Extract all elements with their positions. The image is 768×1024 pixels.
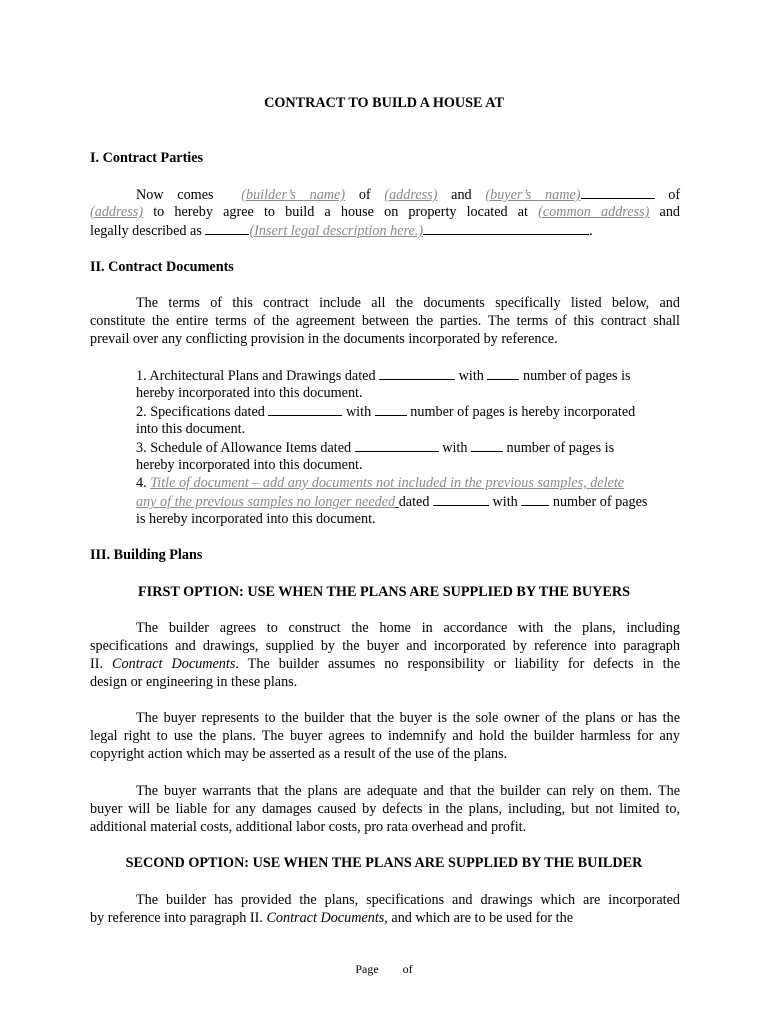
plans-p3-line-3: additional material costs, additional labor costs, pro rata overhead and profit. bbox=[90, 819, 527, 835]
footer-of-label: of bbox=[402, 962, 413, 976]
section-heading-plans: III. Building Plans bbox=[90, 547, 203, 563]
plans-p1-line-4: design or engineering in these plans. bbox=[90, 674, 298, 690]
documents-para-line-3: prevail over any conflicting provision in the documents incorporated by reference. bbox=[90, 331, 558, 347]
document-title-placeholder-cont[interactable]: any of the previous samples no longer needed bbox=[136, 494, 396, 510]
plans-p1-line-2: specifications and drawings, supplied by the buyer and incorporated by reference into paragraph bbox=[90, 638, 680, 654]
doc-item-2: 2. Specifications dated with number of pages is hereby incorporated bbox=[136, 404, 636, 420]
section-heading-documents: II. Contract Documents bbox=[90, 259, 234, 275]
plans-p1-line-3: II. Contract Documents. The builder assumes no responsibility or liability for defects in the bbox=[90, 656, 681, 672]
legal-description-placeholder[interactable]: (Insert legal description here.) bbox=[249, 223, 424, 239]
page-footer bbox=[0, 962, 768, 977]
plans-p3-line-1: The buyer warrants that the plans are adequate and that the builder can rely on them. The bbox=[136, 783, 680, 799]
second-option-heading: SECOND OPTION: USE WHEN THE PLANS ARE SUPPLIED BY THE BUILDER bbox=[125, 855, 643, 871]
doc-item-1-cont: hereby incorporated into this document. bbox=[136, 385, 363, 401]
buyer-name-placeholder[interactable]: (buyer’s name) bbox=[485, 187, 581, 203]
buyer-address-placeholder[interactable]: (address) bbox=[90, 204, 144, 220]
first-option-heading: FIRST OPTION: USE WHEN THE PLANS ARE SUPPLIED BY THE BUYERS bbox=[138, 584, 630, 600]
document-title-placeholder[interactable]: Title of document – add any documents not included in the previous samples, delete bbox=[150, 475, 625, 491]
plans-p4-line-1: The builder has provided the plans, specifications and drawings which are incorporated bbox=[136, 892, 680, 908]
doc-item-3-cont: hereby incorporated into this document. bbox=[136, 457, 363, 473]
documents-para-line-2: constitute the entire terms of the agreement between the parties. The terms of this contract shall bbox=[90, 313, 680, 329]
builder-address-placeholder[interactable]: (address) bbox=[384, 187, 438, 203]
doc-item-1: 1. Architectural Plans and Drawings dated with number of pages is bbox=[136, 368, 631, 384]
plans-p2-line-2: legal right to use the plans. The buyer agrees to indemnify and hold the builder harmless for any bbox=[90, 728, 680, 744]
doc-item-4: 4. Title of document – add any documents not included in the previous samples, delete bbox=[136, 475, 625, 491]
plans-p1-line-1: The builder agrees to construct the home in accordance with the plans, including bbox=[136, 620, 680, 636]
builder-name-placeholder[interactable]: (builder’s name) bbox=[241, 187, 346, 203]
doc-item-4-line-2: any of the previous samples no longer needed dated with number of pages bbox=[136, 494, 648, 510]
parties-line-1: Now comes (builder’s name) of (address) and (buyer’s name) of bbox=[136, 187, 681, 203]
plans-p2-line-1: The buyer represents to the builder that the buyer is the sole owner of the plans or has the bbox=[136, 710, 680, 726]
parties-line-2: (address) to hereby agree to build a house on property located at (common address) and bbox=[90, 204, 681, 220]
section-heading-parties: I. Contract Parties bbox=[90, 150, 204, 166]
plans-p4-line-2: by reference into paragraph II. Contract Documents, and which are to be used for the bbox=[90, 910, 574, 926]
document-title: CONTRACT TO BUILD A HOUSE AT bbox=[264, 95, 504, 111]
doc-item-4-cont: is hereby incorporated into this document. bbox=[136, 511, 376, 527]
doc-item-3: 3. Schedule of Allowance Items dated with number of pages is bbox=[136, 440, 615, 456]
parties-line-3: legally described as (Insert legal description here.) . bbox=[90, 223, 593, 239]
documents-para-line-1: The terms of this contract include all the documents specifically listed below, and bbox=[136, 295, 680, 311]
doc-item-2-cont: into this document. bbox=[136, 421, 246, 437]
plans-p3-line-2: buyer will be liable for any damages caused by defects in the plans, including, but not limited to, bbox=[90, 801, 680, 817]
common-address-placeholder[interactable]: (common address) bbox=[538, 204, 650, 220]
footer-page-label: Page bbox=[355, 962, 379, 976]
plans-p2-line-3: copyright action which may be asserted as a result of the use of the plans. bbox=[90, 746, 508, 762]
